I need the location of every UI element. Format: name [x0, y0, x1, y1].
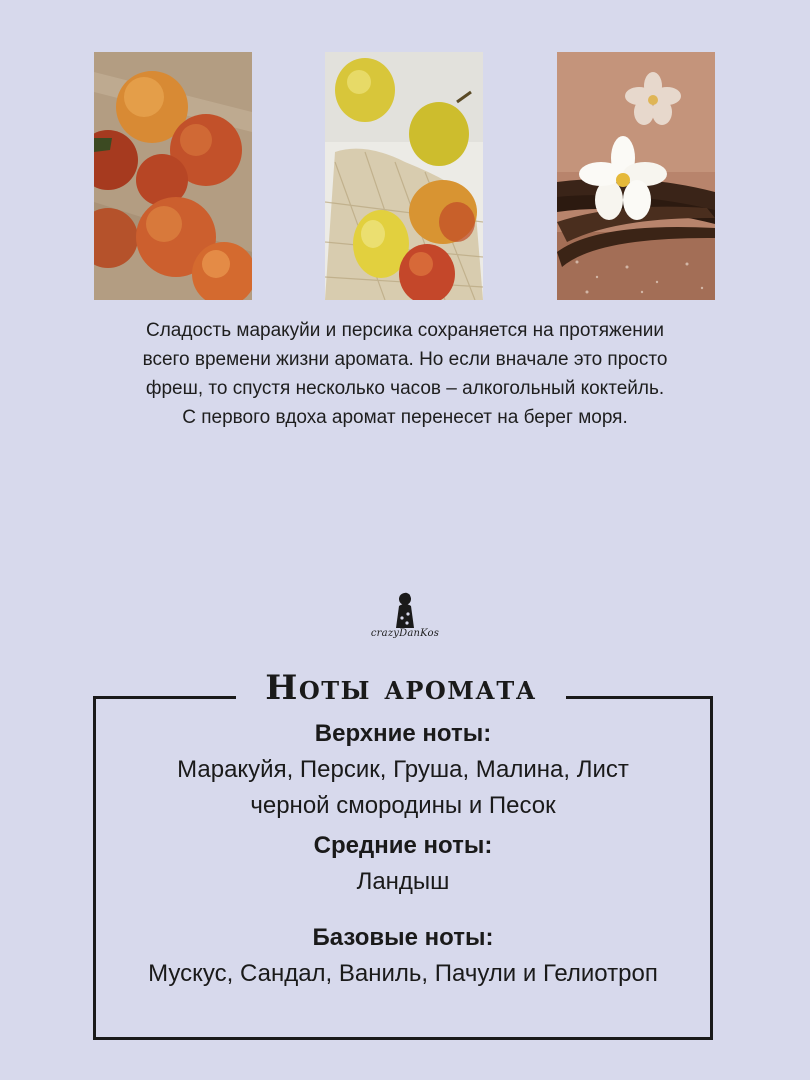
intro-paragraph: [60, 316, 750, 432]
photo-row: [0, 0, 810, 300]
pears-photo: [325, 52, 483, 300]
base-notes-heading: Базовые ноты:: [312, 924, 494, 951]
peaches-photo: [94, 52, 252, 300]
intro-line: С первого вдоха аромат перенесет на берег моря.: [182, 407, 628, 428]
brand-logo-text: crazyDanKos: [370, 628, 440, 639]
intro-line: всего времени жизни аромата. Но если вначале это просто: [142, 349, 668, 370]
middle-notes-line: Ландыш: [356, 868, 450, 895]
girl-silhouette-icon: [390, 590, 420, 630]
brand-logo: [355, 590, 455, 652]
top-notes-heading: Верхние ноты:: [314, 720, 492, 747]
intro-line: фреш, то спустя несколько часов – алкогольный коктейль.: [145, 378, 665, 399]
notes-content: [96, 716, 710, 992]
vanilla-photo: [557, 52, 715, 300]
middle-notes-heading: Средние ноты:: [313, 832, 493, 859]
intro-line: Сладость маракуйи и персика сохраняется на протяжении: [145, 320, 664, 341]
top-notes-line: черной смородины и Песок: [250, 792, 556, 819]
base-notes-line: Мускус, Сандал, Ваниль, Пачули и Гелиотроп: [148, 960, 658, 987]
notes-title: Ноты аромата: [236, 667, 566, 713]
top-notes-line: Маракуйя, Персик, Груша, Малина, Лист: [177, 756, 629, 783]
